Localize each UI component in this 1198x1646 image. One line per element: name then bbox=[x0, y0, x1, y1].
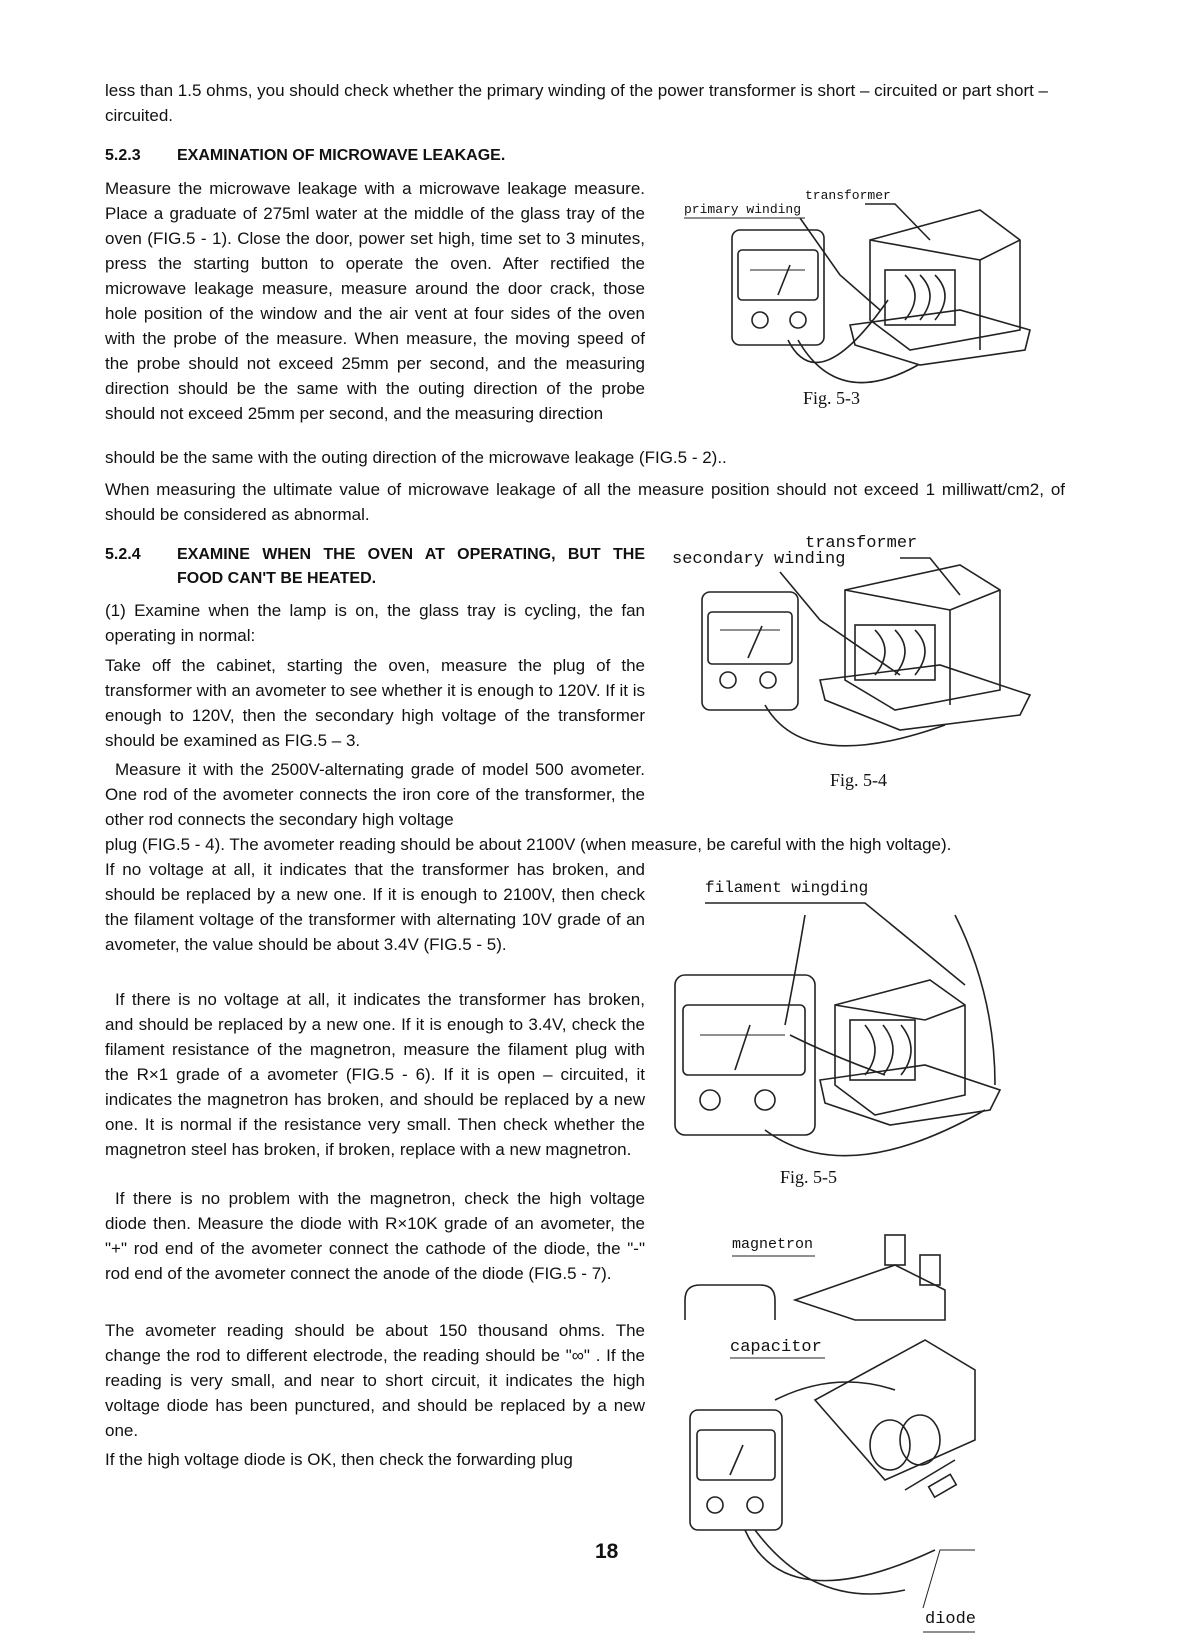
label-magnetron: magnetron bbox=[732, 1236, 814, 1253]
label-capacitor: capacitor bbox=[730, 1338, 822, 1357]
figure-5-3 bbox=[680, 180, 1060, 420]
figure-5-4 bbox=[670, 530, 1060, 800]
section-number: 5.2.3 bbox=[105, 147, 141, 164]
section-title: EXAMINATION OF MICROWAVE LEAKAGE. bbox=[177, 147, 506, 164]
avometer-transformer-drawing bbox=[680, 180, 1060, 420]
intro-paragraph: less than 1.5 ohms, you should check whether the primary winding of the power transformer is short – circuited or part short – circuited. bbox=[105, 81, 1049, 125]
s523-paragraph-1: Measure the microwave leakage with a microwave leakage measure. Place a graduate of 275ml water at the middle of the glass tray of the oven (FIG.5 - 1). Close the door, power set high, time set to 3 minutes, press the starting button to operate the oven. After rectified the microwave leakage measure, measure around the door crack, those hole position of the window and the air vent at four sides of the oven with the probe of the measure. When measure, the moving speed of the probe should not exceed 25mm per second, and the measuring direction should be the same with the outing direction of the probe should not exceed 25mm per second, and the measuring direction bbox=[105, 179, 645, 423]
caption-fig-5-4: Fig. 5-4 bbox=[830, 770, 888, 790]
label-transformer: transformer bbox=[805, 534, 918, 553]
label-filament-wingding: filament wingding bbox=[705, 879, 869, 897]
caption-fig-5-5: Fig. 5-5 bbox=[780, 1167, 838, 1187]
avometer-transformer-drawing bbox=[665, 875, 1065, 1195]
caption-fig-5-3: Fig. 5-3 bbox=[803, 388, 861, 408]
figure-5-5 bbox=[665, 875, 1065, 1195]
s524-paragraph-2: Take off the cabinet, starting the oven, measure the plug of the transformer with an avometer to see whether it is enough to 120V. If it is enough to 120V, then the secondary high voltage of the transformer should be examined as FIG.5 – 3. bbox=[105, 656, 645, 750]
page-number: 18 bbox=[595, 1540, 619, 1563]
magnetron-capacitor-diode-drawing bbox=[675, 1220, 985, 1640]
label-diode: diode bbox=[925, 1610, 977, 1629]
s524-paragraph-4: If no voltage at all, it indicates that the transformer has broken, and should be replaced by a new one. If it is enough to 2100V, then check the filament voltage of the transformer with alternating 10V grade of an avometer, the value should be about 3.4V (FIG.5 - 5). bbox=[105, 860, 645, 954]
s524-paragraph-3-end: plug (FIG.5 - 4). The avometer reading should be about 2100V (when measure, be careful with the high voltage). bbox=[105, 835, 952, 854]
section-title-line2: FOOD CAN'T BE HEATED. bbox=[177, 570, 377, 587]
avometer-transformer-drawing bbox=[670, 530, 1060, 800]
s524-paragraph-8: If the high voltage diode is OK, then check the forwarding plug bbox=[105, 1450, 573, 1469]
label-transformer: transformer bbox=[805, 188, 891, 203]
s524-paragraph-3: Measure it with the 2500V-alternating grade of model 500 avometer. One rod of the avometer connects the iron core of the transformer, the other rod connects the secondary high voltage bbox=[105, 760, 645, 829]
section-title-line1: EXAMINE WHEN THE OVEN AT OPERATING, BUT THE bbox=[177, 546, 645, 563]
s523-paragraph-1-end: should be the same with the outing direction of the microwave leakage (FIG.5 - 2).. bbox=[105, 448, 727, 467]
s523-paragraph-2: When measuring the ultimate value of microwave leakage of all the measure position should not exceed 1 milliwatt/cm2, of should be considered as abnormal. bbox=[105, 480, 1065, 524]
label-secondary-winding: secondary winding bbox=[672, 550, 846, 569]
figure-5-7 bbox=[675, 1220, 985, 1640]
s524-paragraph-1: (1) Examine when the lamp is on, the glass tray is cycling, the fan operating in normal: bbox=[105, 601, 645, 645]
label-primary-winding: primary winding bbox=[684, 202, 802, 217]
section-number: 5.2.4 bbox=[105, 546, 141, 563]
s524-paragraph-7: The avometer reading should be about 150 thousand ohms. The change the rod to different electrode, the reading should be "∞" . If the reading is very small, and near to short circuit, it indicates the high voltage diode has been punctured, and should be replaced by a new one. bbox=[105, 1321, 645, 1440]
s524-paragraph-5: If there is no voltage at all, it indicates the transformer has broken, and should be replaced by a new one. If it is enough to 3.4V, check the filament resistance of the magnetron, measure the filament plug with the R×1 grade of a avometer (FIG.5 - 6). If it is open – circuited, it indicates the magnetron has broken, and should be replaced by a new one. It is normal if the resistance very small. Then check whether the magnetron steel has broken, if broken, replace with a new magnetron. bbox=[105, 990, 645, 1159]
s524-paragraph-6: If there is no problem with the magnetron, check the high voltage diode then. Measure the diode with R×10K grade of an avometer, the "+" rod end of the avometer connect the cathode of the diode, the "-" rod end of the avometer connect the anode of the diode (FIG.5 - 7). bbox=[105, 1189, 645, 1283]
section-5-2-3-heading bbox=[105, 144, 505, 167]
section-5-2-4-heading bbox=[105, 543, 645, 566]
